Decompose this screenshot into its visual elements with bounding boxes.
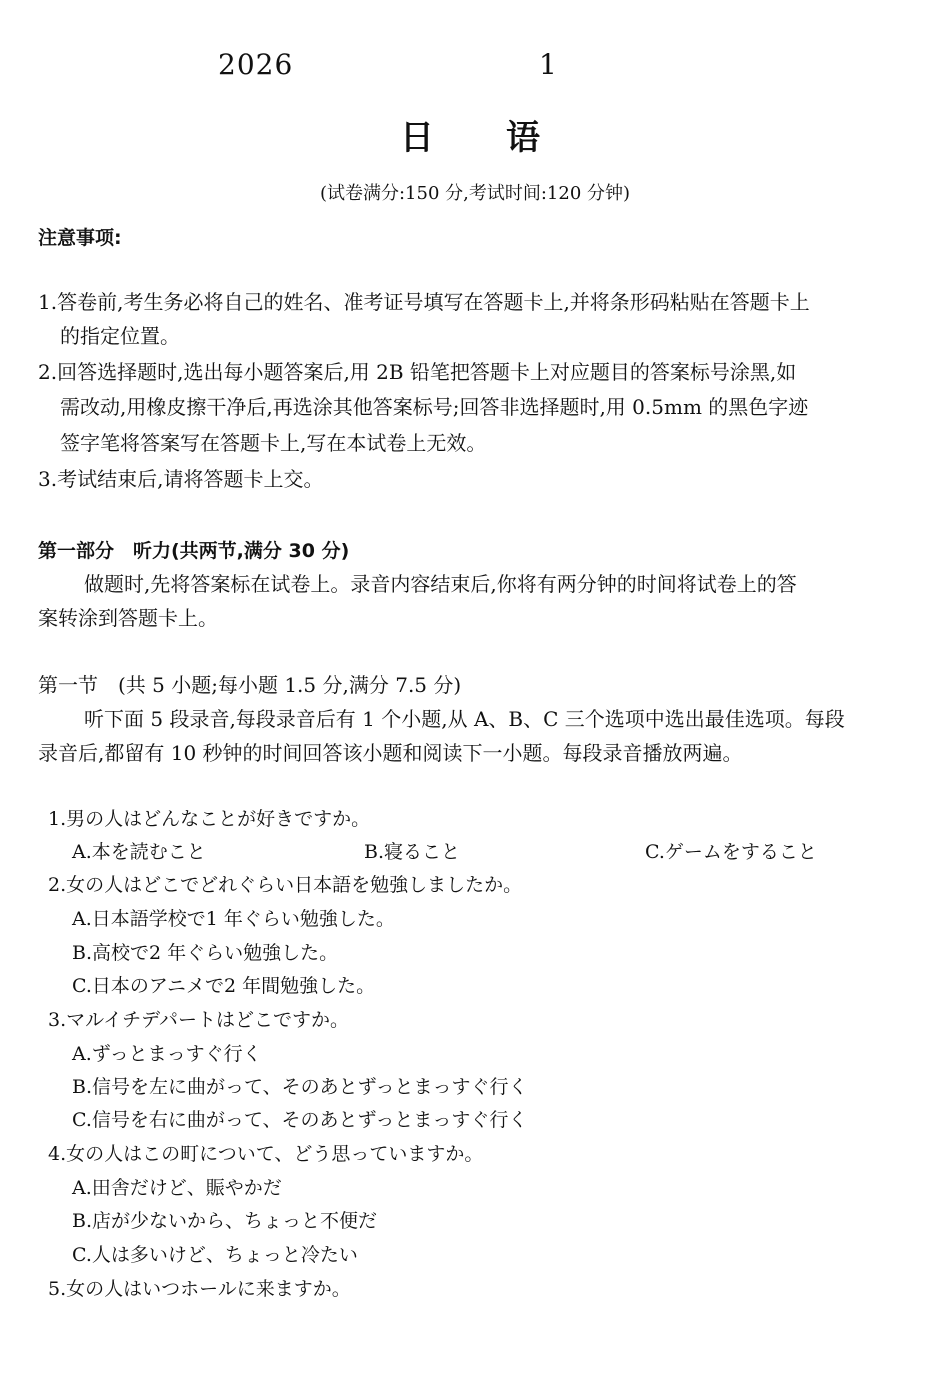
question-1-option-a: A.本を読むこと <box>72 841 206 863</box>
question-3-option-b: B.信号を左に曲がって、そのあとずっとまっすぐ行く <box>72 1076 528 1098</box>
notice-line: 需改动,用橡皮擦干净后,再选涂其他答案标号;回答非选择题时,用 0.5mm 的黑色字迹 <box>60 395 809 419</box>
question-1-option-b: B.寝ること <box>364 841 461 863</box>
notice-line: 3.考试结束后,请将答题卡上交。 <box>38 467 324 491</box>
question-3: 3.マルイチデパートはどこですか。 <box>48 1009 350 1031</box>
part1-intro-line: 案转涂到答题卡上。 <box>38 606 218 630</box>
question-2-option-a: A.日本語学校で1 年ぐらい勉強した。 <box>72 908 395 930</box>
question-1-option-c: C.ゲームをすること <box>645 841 817 863</box>
question-3-option-c: C.信号を右に曲がって、そのあとずっとまっすぐ行く <box>72 1109 528 1131</box>
question-4: 4.女の人はこの町について、どう思っていますか。 <box>48 1143 484 1165</box>
section1-intro-line: 听下面 5 段录音,每段录音后有 1 个小题,从 A、B、C 三个选项中选出最佳选项。每段 <box>84 707 845 731</box>
question-5: 5.女の人はいつホールに来ますか。 <box>48 1278 351 1300</box>
notice-line: 的指定位置。 <box>60 324 180 348</box>
question-4-option-a: A.田舎だけど、賑やかだ <box>72 1177 282 1199</box>
question-4-option-c: C.人は多いけど、ちょっと冷たい <box>72 1244 358 1266</box>
subject-title: 日语 <box>400 118 612 158</box>
question-2-option-b: B.高校で2 年ぐらい勉強した。 <box>72 942 339 964</box>
notice-line: 2.回答选择题时,选出每小题答案后,用 2B 铅笔把答题卡上对应题目的答案标号涂黑,如 <box>38 360 797 384</box>
question-2: 2.女の人はどこでどれぐらい日本語を勉強しましたか。 <box>48 874 523 896</box>
part1-intro-line: 做题时,先将答案标在试卷上。录音内容结束后,你将有两分钟的时间将试卷上的答 <box>84 572 797 596</box>
notice-line: 签字笔将答案写在答题卡上,写在本试卷上无效。 <box>60 431 487 455</box>
question-1: 1.男の人はどんなことが好きですか。 <box>48 808 371 830</box>
question-4-option-b: B.店が少ないから、ちょっと不便だ <box>72 1210 378 1232</box>
section1-intro-line: 录音后,都留有 10 秒钟的时间回答该小题和阅读下一小题。每段录音播放两遍。 <box>38 741 743 765</box>
notice-title: 注意事项: <box>38 227 122 249</box>
exam-year: 2026 <box>218 48 294 81</box>
part1-title: 第一部分 听力(共两节,满分 30 分) <box>38 540 350 562</box>
notice-line: 1.答卷前,考生务必将自己的姓名、准考证号填写在答题卡上,并将条形码粘贴在答题卡上 <box>38 290 810 314</box>
question-3-option-a: A.ずっとまっすぐ行く <box>72 1043 262 1065</box>
question-2-option-c: C.日本のアニメで2 年間勉強した。 <box>72 975 376 997</box>
section1-title: 第一节 (共 5 小题;每小题 1.5 分,满分 7.5 分) <box>38 673 462 697</box>
exam-number: 1 <box>539 48 557 81</box>
exam-meta: (试卷满分:150 分,考试时间:120 分钟) <box>319 183 631 204</box>
